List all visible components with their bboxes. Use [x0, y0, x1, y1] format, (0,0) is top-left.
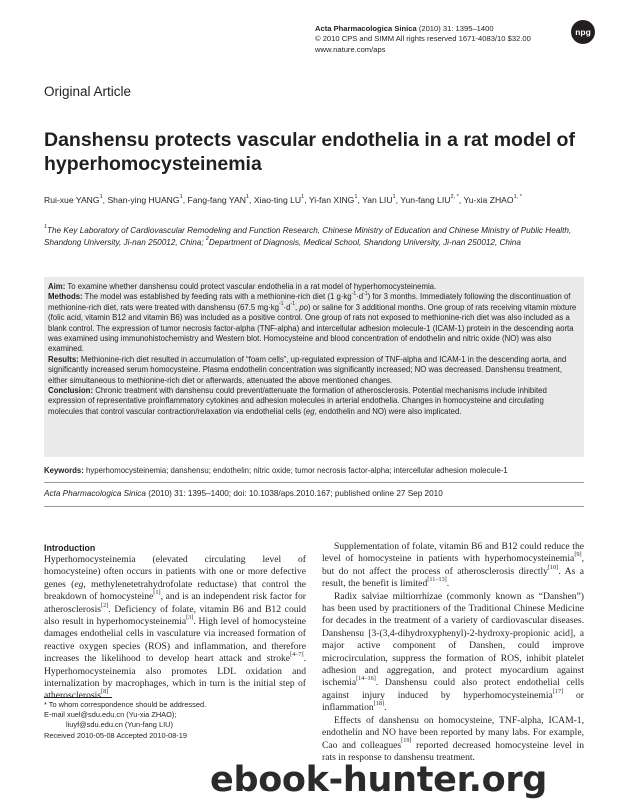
- text-run: Hyperhomocysteinemia (elevated circulating level of homocysteine) often occurs in patients with one or more defective genes (: [44, 554, 306, 590]
- text-run: . High level of homocysteine damages endothelial cells in vasculature via increased formation of reactive oxygen species (ROS) and inflammation, and therefore increases the likelihood to develop heart attack and stroke: [44, 616, 306, 665]
- aim-label: Aim:: [48, 282, 66, 291]
- text-run: . Deficiency of folate, vitamin B6 and B12 could also result in hyperhomocysteinemia: [44, 603, 306, 628]
- author-affil-sup: 2, *: [450, 194, 459, 201]
- reference-link[interactable]: [19]: [401, 737, 412, 745]
- text-run: . As a result, the benefit is limited: [322, 565, 584, 590]
- reference-link[interactable]: [8]: [101, 688, 109, 696]
- abstract-results: [48, 355, 580, 386]
- text-run: Effects of danshensu on homocysteine, TNF-alpha, ICAM-1, endothelin and NO have been reported by many labs. For example, Cao and colleagues: [322, 714, 584, 751]
- author: Yi-fan XING: [308, 195, 355, 205]
- received-accepted: Received 2010-05-08 Accepted 2010-08-19: [44, 730, 187, 740]
- reference-link[interactable]: [4–7]: [290, 651, 304, 659]
- reference-link[interactable]: [3]: [186, 613, 194, 621]
- journal-header: [315, 24, 531, 55]
- methods-unit-sup: -1: [279, 301, 284, 308]
- methods-route: po: [299, 302, 308, 312]
- abstract-methods: [48, 292, 580, 354]
- author-affil-sup: 1: [99, 194, 103, 201]
- journal-volume: (2010) 31: 1395–1400: [416, 24, 494, 33]
- results-text: Methionine-rich diet resulted in accumulation of “foam cells”, up-regulated expression of TNF-alpha and ICAM-1 in the descending aorta, and significantly increased serum homocysteine. Plasma endothelin concentration was significantly increased; NO was decreased. Danshensu treatment, either simultaneous to methionine-rich diet or afterwards, attenuated the above mentioned changes.: [48, 354, 567, 385]
- paragraph: [44, 554, 306, 703]
- conclusion-eg: eg: [305, 406, 315, 416]
- paragraph: [322, 715, 584, 765]
- author-affil-sup: 1: [245, 194, 250, 201]
- text-run: , but do not affect the process of atherosclerosis directly: [322, 553, 584, 577]
- citation-line: [44, 489, 584, 499]
- text-run: reported decreased homocysteine level in rats in response to danshensu treatment.: [322, 739, 584, 763]
- reference-link[interactable]: [10]: [547, 563, 559, 571]
- methods-unit-sup: -1: [363, 291, 368, 298]
- watermark: ebook-hunter.org: [210, 760, 548, 800]
- methods-text: ) or saline for 3 additional months. One group of rats receiving vitamin mixture (folic acid, vitamin B12 and vitamin B6) was included as a positive control. One group of rats not exposed to methionine-rich diet was also included as a blank control. The expression of tumor necrosis factor-alpha (TNF-alpha) and intercellular adhesion molecule-1 (ICAM-1) protein in the descending aorta was examined using immunohistochemistry and Western blot. Homocysteine and blood concentration of endothelin and nitric oxide (NO) was also examined.: [48, 302, 577, 354]
- text-run: Radix salviae miltiorrhizae (commonly known as “Danshen”) has been used by practitioners of the Traditional Chinese Medicine for decades in the treatment of a variety of cardiovascular diseases. Danshensu [3-(3,4-dihydroxyphenyl)-2-hydroxy-propionic acid], a major active component of Danshen, could improve microcirculation, suppress the formation of ROS, inhibit platelet adhesion and aggregation, and protect myocardium against ischemia: [322, 590, 584, 689]
- npg-logo: npg: [571, 20, 595, 44]
- keywords: [44, 466, 584, 476]
- affiliation-2: Department of Diagnosis, Medical School, Shandong University, Ji-nan 250012, China: [208, 238, 521, 247]
- article-title: Danshensu protects vascular endothelia in a rat model of hyperhomocysteinemia: [44, 129, 575, 175]
- journal-title-line: [315, 24, 531, 34]
- author-affil-sup: 1: [301, 194, 305, 201]
- author-affil-sup: 1, *: [513, 194, 522, 201]
- methods-text: ,: [294, 302, 300, 312]
- text-run: , methylenetetrahydrofolate reductase) that control the breakdown of homocysteine: [44, 578, 307, 603]
- reference-link[interactable]: [2]: [101, 601, 109, 609]
- correspondence-email[interactable]: E-mail xuel@sdu.edu.cn (Yu-xia ZHAO);: [44, 710, 177, 720]
- results-label: Results:: [48, 354, 79, 364]
- paragraph: [322, 591, 584, 715]
- author: Fang-fang YAN: [187, 195, 246, 205]
- abstract-conclusion: [48, 386, 580, 417]
- text-run: or inflammation: [322, 689, 585, 714]
- text-run: eg: [74, 578, 84, 590]
- correspondence: [44, 700, 206, 741]
- text-run: Supplementation of folate, vitamin B6 and B12 could reduce the level of homocysteine in patients with hyperhomocysteinemia: [322, 541, 584, 565]
- reference-link[interactable]: [1]: [153, 589, 161, 597]
- introduction-heading: Introduction: [44, 543, 96, 553]
- author: Xiao-ting LU: [253, 195, 302, 205]
- methods-unit-sup: -1: [351, 291, 357, 298]
- text-run: .: [446, 578, 450, 590]
- author: Shan-ying HUANG: [107, 195, 180, 205]
- reference-link[interactable]: [9]: [574, 551, 582, 559]
- methods-label: Methods:: [48, 292, 83, 302]
- journal-url[interactable]: www.nature.com/aps: [315, 44, 386, 54]
- methods-text: ·d: [356, 292, 364, 302]
- aim-text: To examine whether danshensu could protect vascular endothelia in a rat model of hyperhomocysteinemia.: [65, 282, 437, 291]
- conclusion-text: , endothelin and NO) were also implicated.: [314, 406, 462, 416]
- text-run: .: [384, 702, 387, 714]
- divider: [44, 482, 584, 483]
- author-affil-sup: 1: [392, 194, 396, 201]
- methods-text: The model was established by feeding rats with a methionine-rich diet (1 g·kg: [82, 292, 352, 302]
- author: Rui-xue YANG: [44, 195, 100, 205]
- affiliation-1: The Key Laboratory of Cardiovascular Remodeling and Function Research, Chinese Ministry of Education and Chinese Ministry of Public Health, Shandong University, Ji-nan 250012, China;: [44, 226, 572, 247]
- methods-unit-sup: -1: [290, 301, 295, 308]
- copyright-line: © 2010 CPS and SIMM All rights reserved 1671-4083/10 $32.00: [315, 34, 531, 44]
- correspondence-email[interactable]: liuyf@sdu.edu.cn (Yun-fang LIU): [66, 720, 173, 730]
- conclusion-text: Chronic treatment with danshensu could prevent/attenuate the formation of atherosclerosis. Potential mechanisms include inhibited expression of representative proinflammatory cytokines and adhesion molecules in arterial endothelia. Changes in homocysteine and circulating molecules that control vascular contraction/relaxation via endothelial cells (: [48, 386, 547, 416]
- section-label: Original Article: [44, 84, 132, 99]
- author: Yu-xia ZHAO: [463, 195, 514, 205]
- paragraph: [322, 541, 584, 591]
- text-run: .: [108, 690, 111, 702]
- author: Yun-fang LIU: [400, 195, 451, 205]
- keywords-text: hyperhomocysteinemia; danshensu; endothelin; nitric oxide; tumor necrosis factor-alpha; intercellular adhesion molecule-1: [83, 466, 508, 475]
- text-run: , and is an independent risk factor for atherosclerosis: [44, 591, 306, 615]
- citation-journal: Acta Pharmacologica Sinica: [44, 489, 146, 498]
- reference-link[interactable]: [11–13]: [427, 576, 447, 584]
- affil-sup-1: 1: [44, 224, 47, 231]
- conclusion-label: Conclusion:: [48, 386, 94, 396]
- methods-text: ·d: [283, 302, 291, 312]
- methods-text: ) for 3 months. Immediately following the discontinuation of methionine-rich diet, rats were treated with danshensu (67.5 mg·kg: [48, 292, 571, 312]
- footnote-rule: [44, 697, 112, 698]
- divider: [44, 506, 584, 507]
- author: Yan LIU: [362, 195, 393, 205]
- correspondence-note: * To whom correspondence should be addressed.: [44, 700, 207, 709]
- affiliations: [44, 225, 580, 249]
- journal-name: Acta Pharmacologica Sinica: [315, 24, 417, 33]
- text-run: . Danshensu could also protect endothelial cells against injury induced by hyperhomocysteinemia: [322, 677, 584, 701]
- author-affil-sup: 1: [179, 194, 183, 201]
- keywords-label: Keywords:: [44, 466, 84, 475]
- abstract-aim: [48, 282, 580, 292]
- reference-link[interactable]: [17]: [552, 687, 564, 695]
- text-run: . Hyperhomocysteinemia also promotes LDL oxidation and internalization by macrophages, which in turn is the initial step of atherosclerosis: [44, 653, 306, 702]
- abstract: [48, 282, 580, 417]
- reference-link[interactable]: [14–16]: [356, 675, 376, 683]
- body-column-left: [44, 554, 306, 703]
- author-list: Rui-xue YANG$^1$, Shan-ying HUANG$^1$, Fang-fang YAN$^1$, Xiao-ting $LU^1$, Yi-fan XING$^1$, Yan LIU$^1$, Yun-fang $LIU^{2, *}$, Yu-xia $ZHAO^{1, *}$: [44, 194, 522, 205]
- body-column-right: [322, 541, 584, 764]
- author-affil-sup: 1: [354, 194, 358, 201]
- affil-sup-2: 2: [205, 236, 209, 243]
- reference-link[interactable]: [18]: [373, 700, 385, 708]
- citation-text: (2010) 31: 1395–1400; doi: 10.1038/aps.2010.167; published online 27 Sep 2010: [145, 489, 443, 498]
